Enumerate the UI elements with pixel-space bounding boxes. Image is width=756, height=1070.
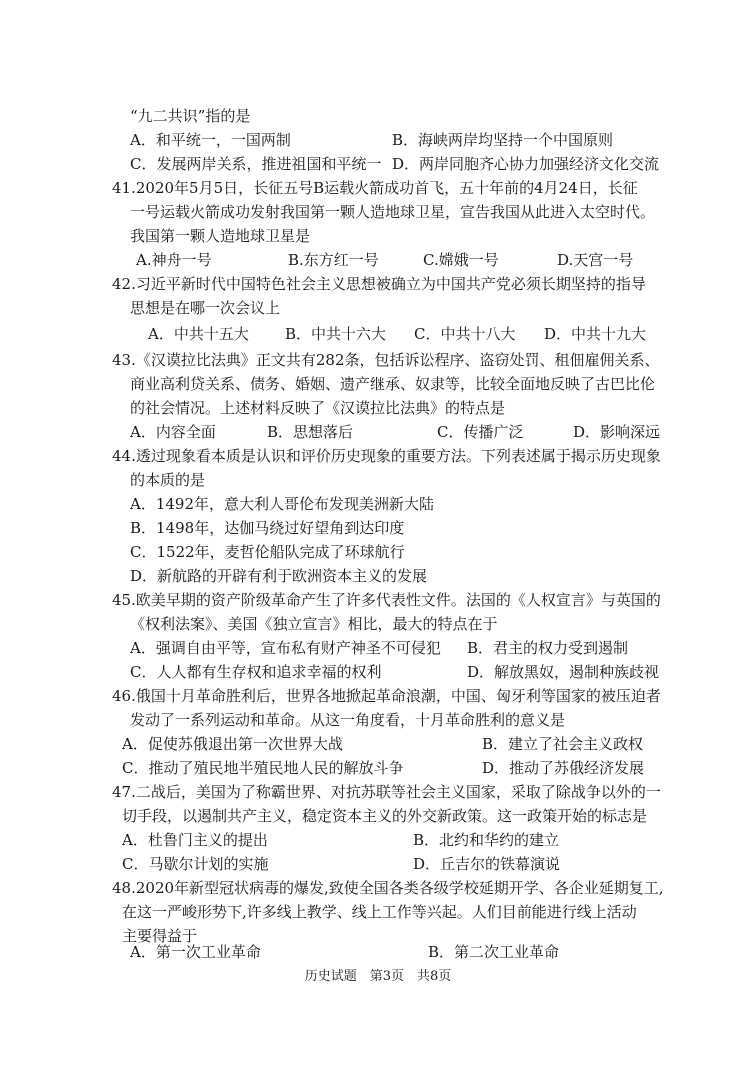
q40-stem: “九二共识”指的是	[130, 107, 251, 125]
q43-stem-line2: 商业高利贷关系、债务、婚姻、遗产继承、奴隶等，比较全面地反映了古巴比伦	[130, 375, 656, 393]
q45-stem-line2: 《权利法案》、美国《独立宣言》相比，最大的特点在于	[130, 615, 498, 633]
q47-option-a: A．杜鲁门主义的提出	[122, 831, 268, 849]
q46-option-b: B．建立了社会主义政权	[482, 735, 644, 753]
q45-option-d: D．解放黑奴，遏制种族歧视	[467, 663, 660, 681]
q43-stem-line3: 的社会情况。上述材料反映了《汉谟拉比法典》的特点是	[130, 399, 506, 417]
q46-option-a: A．促使苏俄退出第一次世界大战	[122, 735, 343, 753]
q44-option-c: C．1522年，麦哲伦船队完成了环球航行	[130, 543, 405, 561]
q43-option-d: D．影响深远	[573, 423, 661, 441]
q46-option-d: D．推动了苏俄经济发展	[482, 759, 645, 777]
q48-option-b: B．第二次工业革命	[428, 943, 560, 961]
q44-stem-line2: 的本质的是	[130, 471, 206, 489]
q47-stem-line1: 47.二战后，美国为了称霸世界、对抗苏联等社会主义国家，采取了除战争以外的一	[112, 783, 661, 801]
q48-stem-line3: 主要得益于	[122, 927, 198, 945]
q45-stem-line1: 45.欧美早期的资产阶级革命产生了许多代表性文件。法国的《人权宣言》与英国的	[112, 591, 661, 609]
q42-option-d: D．中共十九大	[544, 325, 647, 343]
q45-option-a: A．强调自由平等，宣布私有财产神圣不可侵犯	[130, 639, 441, 657]
q45-option-c: C．人人都有生存权和追求幸福的权利	[130, 663, 382, 681]
q44-option-d: D．新航路的开辟有利于欧洲资本主义的发展	[130, 567, 428, 585]
q48-stem-line2: 在这一严峻形势下,许多线上教学、线上工作等兴起。人们目前能进行线上活动	[122, 903, 637, 921]
q46-stem-line2: 发动了一系列运动和革命。从这一角度看，十月革命胜利的意义是	[130, 711, 566, 729]
q42-option-a: A．中共十五大	[148, 325, 249, 343]
q40-option-d: D．两岸同胞齐心协力加强经济文化交流	[392, 155, 660, 173]
q46-stem-line1: 46.俄国十月革命胜利后，世界各地掀起革命浪潮，中国、匈牙利等国家的被压迫者	[112, 687, 661, 705]
page-footer: 历史试题 第3页 共8页	[304, 969, 452, 984]
q44-stem-line1: 44.透过现象看本质是认识和评价历史现象的重要方法。下列表述属于揭示历史现象	[112, 447, 661, 465]
q46-option-c: C．推动了殖民地半殖民地人民的解放斗争	[122, 759, 404, 777]
q41-stem-line1: 41.2020年5月5日，长征五号B运载火箭成功首飞，五十年前的4月24日，长征	[112, 179, 638, 197]
q48-stem-line1: 48.2020年新型冠状病毒的爆发,致使全国各类各级学校延期开学、各企业延期复工,	[112, 879, 664, 897]
q41-stem-line2: 一号运载火箭成功发射我国第一颗人造地球卫星，宣告我国从此进入太空时代。	[130, 203, 656, 221]
q43-option-a: A．内容全面	[130, 423, 216, 441]
q40-option-c: C．发展两岸关系，推进祖国和平统一	[130, 155, 382, 173]
q42-stem-line1: 42.习近平新时代中国特色社会主义思想被确立为中国共产党必须长期坚持的指导	[112, 275, 646, 293]
q42-stem-line2: 思想是在哪一次会议上	[130, 299, 281, 317]
q41-option-c: C.嫦娥一号	[423, 251, 499, 269]
q41-option-d: D.天宫一号	[557, 251, 634, 269]
q45-option-b: B．君主的权力受到遏制	[467, 639, 629, 657]
q40-option-a: A．和平统一，一国两制	[130, 131, 291, 149]
q47-option-d: D．丘吉尔的铁幕演说	[413, 855, 561, 873]
q48-option-a: A．第一次工业革命	[130, 943, 261, 961]
q47-option-b: B．北约和华约的建立	[413, 831, 560, 849]
q41-stem-line3: 我国第一颗人造地球卫星是	[130, 227, 311, 245]
q42-option-c: C．中共十八大	[414, 325, 516, 343]
q43-stem-line1: 43.《汉谟拉比法典》正文共有282条，包括诉讼程序、盗窃处罚、租佃雇佣关系、	[112, 351, 660, 369]
q44-option-a: A．1492年，意大利人哥伦布发现美洲新大陆	[130, 495, 435, 513]
q42-option-b: B．中共十六大	[285, 325, 387, 343]
q47-option-c: C．马歇尔计划的实施	[122, 855, 269, 873]
q41-option-b: B.东方红一号	[288, 251, 379, 269]
q40-option-b: B．海峡两岸均坚持一个中国原则	[392, 131, 614, 149]
q41-option-a: A.神舟一号	[136, 251, 212, 269]
q43-option-c: C．传播广泛	[437, 423, 524, 441]
q43-option-b: B．思想落后	[267, 423, 354, 441]
q44-option-b: B．1498年，达伽马绕过好望角到达印度	[130, 519, 405, 537]
q47-stem-line2: 切手段，以遏制共产主义，稳定资本主义的外交新政策。这一政策开始的标志是	[122, 807, 648, 825]
